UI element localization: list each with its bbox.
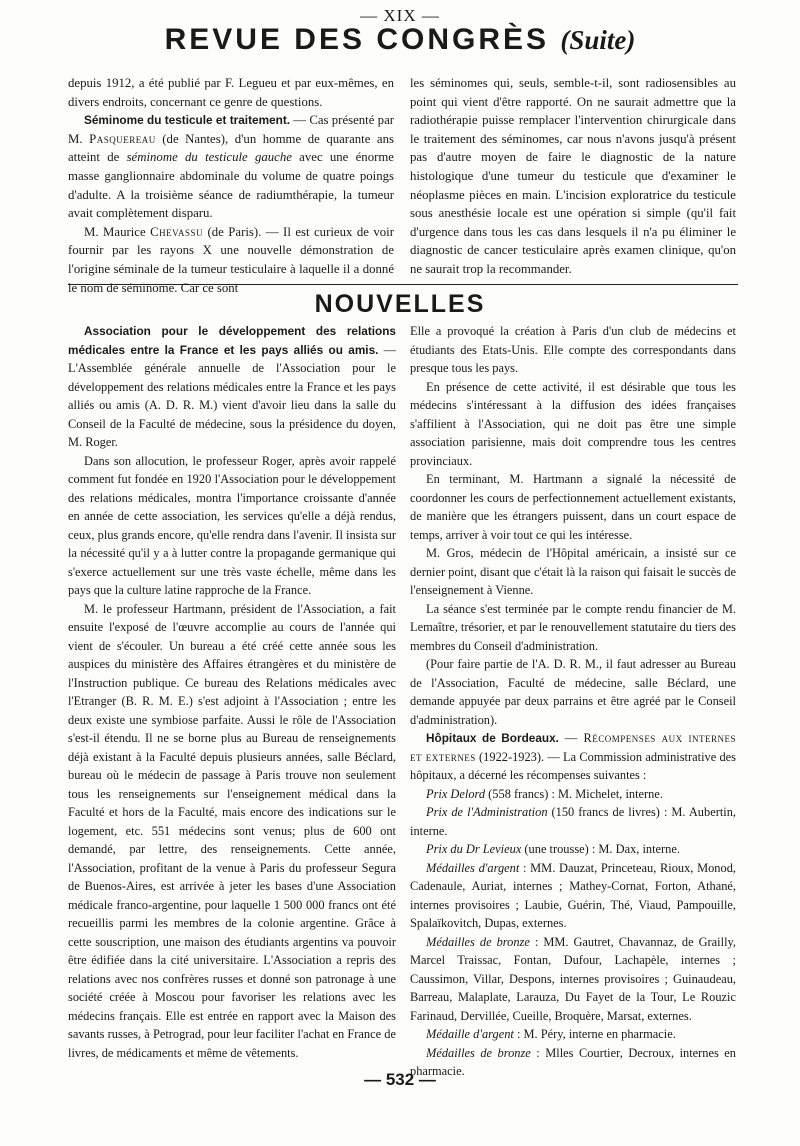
author-pasquereau: Pasquereau <box>89 131 156 146</box>
award-item <box>410 803 736 840</box>
awards-list <box>410 785 736 1081</box>
hartmann-paragraph: M. le professeur Hartmann, président de l'Association, a fait ensuite l'exposé de l'œuvre accomplie au cours de l'année qui vient de s'écouler. Un bureau a été créé cette année sous les auspices du ministère des Affaires étrangères et du ministère de l'Instruction publique. Ce bureau des Relations médicales avec l'Etranger (B. R. M. E.) s'est adjoint à l'Association ; entre les deux existe une symbiose parfaite. Aussi le rôle de l'Association s'est-il étendu. Il ne se borne plus au Bureau de renseignements déjà existant à la Faculté depuis plusieurs années, salle Béclard, bureau où le médecin de passage à Paris trouve non seulement tous les renseignements sur l'enseignement médical dans la Faculté et hors de la Faculté, mais encore des indications sur le logement, etc. 551 médecins sont venus; plus de 600 ont demandé, par lettre, des renseignements. Cette année, l'Association, profitant de la venue à Paris du professeur Segura de Buenos-Aires, est arrivée à jeter les bases d'une Association médicale franco-argentine, pour laquelle 1 500 000 francs ont été recueillis parmi les membres de la colonie argentine. Grâce à cette souscription, une maison des étudiants argentins va pouvoir être édifiée dans la cité universitaire. L'Association a repris des relations avec nos confrères russes et donné son patronage à une société créée à Moscou pour favoriser les relations avec les médecins français. Elle est entrée en rapport avec la Maison des savants russes, à Petrograd, pour leur faciliter l'achat en France de livres, de médicaments et même de vêtements. <box>68 601 396 1060</box>
top-left-column <box>68 74 394 297</box>
award-item <box>410 859 736 933</box>
author-chevassu: Chevassu <box>150 224 204 239</box>
award-item <box>410 1025 736 1044</box>
bordeaux-paragraph: Hôpitaux de Bordeaux. — Récompenses aux internes et externes (1922-1923). — La Commission administrative des hôpitaux, a décerné les récompenses suivantes : <box>410 731 737 782</box>
award-item <box>410 933 736 1026</box>
award-label: Prix du Dr Levieux <box>426 842 522 856</box>
membership-paragraph: (Pour faire partie de l'A. D. R. M., il faut adresser au Bureau de l'Association, Faculté de médecine, salle Béclard, une demande appuyée par deux parrains et être agréé par le Conseil d'administration). <box>410 657 736 727</box>
award-recipients: : MM. Dauzat, Princeteau, Rioux, Monod, Cadenaule, Auriat, internes ; Mathey-Cornat, Forton, Athané, internes provisoires ; Laubie, Guérin, Thé, Viaud, Pampouille, Spalaïkovitch, Dupas, externes. <box>410 860 736 930</box>
award-label: Prix Delord <box>426 786 486 801</box>
club-paragraph: Elle a provoqué la création à Paris d'un club de médecins et étudiants des Etats-Unis. Elle compte des correspondants dans presque tous les pays. <box>410 324 736 375</box>
roman-folio: — XIX — <box>360 6 440 25</box>
nouvelles-left-column <box>68 322 396 1062</box>
seminome-continued: les séminomes qui, seuls, semble-t-il, sont radiosensibles au point qui vient d'être rapporté. On ne saurait admettre que la radiothérapie puisse remplacer l'intervention chirurgicale dans le traitement des séminomes, car nous n'avons jusqu'à présent pas d'autre moyen de faire le diagnostic de la nature histologique d'une tumeur du testicule que d'examiner le néoplasme pièces en main. L'incision exploratrice du testicule sous anesthésie locale est une opération si simple (qu'il fait d'urgence dans tous les cas dans lesquels il n'a pu éliminer le diagnostic de cancer testiculaire après examen clinique, qu'on ne saurait trop la recommander. <box>410 76 736 276</box>
gros-paragraph: M. Gros, médecin de l'Hôpital américain, a insisté sur ce dernier point, disant que c'était là la raison qui faisait le succès de l'enseignement à Vienne. <box>410 546 736 597</box>
award-recipients: (558 francs) : M. Michelet, interne. <box>485 786 663 801</box>
association-paragraph: Association pour le développement des relations médicales entre la France et les pays alliés ou amis. — L'Assemblée générale annuelle de l'Association pour le développement des relations médicales entre la France et les pays alliés ou amis (A. D. R. M.) vient d'avoir lieu dans la salle du Conseil de la Faculté de médecine, sous la présidence du doyen, M. Roger. <box>68 324 396 449</box>
award-recipients: : MM. Gautret, Chavannaz, de Grailly, Marcel Traissac, Fontan, Dufour, Lachapèle, internes ; Caussimon, Villar, Despons, internes provisoires ; Guinaudeau, Barreau, Malaplate, Larauza, Du Fayet de la Tour, Le Rouzic Farinaud, Dervillée, Cueille, Broquère, Marsat, externes. <box>410 934 736 1023</box>
seminome-heading: Séminome du testicule et traitement. <box>84 113 291 128</box>
nouvelles-right-column <box>410 322 736 1081</box>
running-head-title: REVUE DES CONGRÈS <box>164 23 550 56</box>
award-item <box>410 840 736 859</box>
award-label: Médaille d'argent <box>426 1027 514 1041</box>
association-heading: Association pour le développement des relations médicales entre la France et les pays alliés ou amis. <box>68 324 396 357</box>
award-label: Médailles d'argent <box>426 860 520 875</box>
running-head-suffix: (Suite) <box>560 25 636 55</box>
page-number: — 532 — <box>364 1070 436 1089</box>
running-head <box>0 24 800 56</box>
award-item <box>410 785 736 804</box>
coordination-paragraph: En terminant, M. Hartmann a signalé la nécessité de coordonner les cours de perfectionnement actuellement existants, de manière que les étrangers puissent, dans un court espace de temps, arriver à voir tout ce qui les intéresse. <box>410 472 736 542</box>
award-recipients: : M. Péry, interne en pharmacie. <box>513 1027 676 1041</box>
top-right-column <box>410 74 736 279</box>
award-recipients: : Mlles Courtier, Decroux, internes en pharmacie. <box>410 1045 736 1078</box>
seance-paragraph: La séance s'est terminée par le compte rendu financier de M. Lemaître, trésorier, et par le renouvellement statutaire du tiers des membres du Conseil d'administration. <box>410 601 736 653</box>
paragraph-continued: depuis 1912, a été publié par F. Legueu et par eux-mêmes, en divers endroits, concernant ce genre de questions. <box>68 76 394 109</box>
section-rule <box>68 284 738 285</box>
award-label: Médailles de bronze <box>426 1045 531 1060</box>
award-recipients: (une trousse) : M. Dax, interne. <box>521 842 680 856</box>
award-recipients: (150 francs de livres) : M. Aubertin, interne. <box>410 805 736 838</box>
section-title-nouvelles: NOUVELLES <box>314 290 486 318</box>
seminome-paragraph: Séminome du testicule et traitement. — Cas présenté par M. Pasquereau (de Nantes), d'un homme de quarante ans atteint de séminome du testicule gauche avec une énorme masse ganglionnaire abdominale du volume de quatre poings d'adulte. A la troisième séance de radiumthérapie, la tumeur avait complètement disparu. <box>68 113 395 221</box>
roger-paragraph: Dans son allocution, le professeur Roger, après avoir rappelé comment fut fondée en 1920 l'Association pour le développement des relations médicales, montra l'importance croissante d'année en année de cette association, les services qu'elle a déjà rendus, ceux, plus grands encore, qu'elle rendra dans l'avenir. Il insista sur la nécessité qu'il y a à lutter contre la propagande germanique qui s'exerce actuellement sur une très vaste échelle, même dans les pays que la culture latine rapproche de la France. <box>68 453 396 597</box>
affiliation-paragraph: En présence de cette activité, il est désirable que tous les médecins s'intéressant à la diffusion des idées françaises s'affilient à l'Association, qui ne doit pas être une simple association parisienne, mais doit comprendre tous les centres provinciaux. <box>410 379 736 468</box>
award-label: Médailles de bronze <box>426 934 530 949</box>
chevassu-paragraph: M. Maurice Chevassu (de Paris). — Il est curieux de voir fournir par les rayons X une nouvelle démonstration de l'origine séminale de la tumeur testiculaire à laquelle il a donné le nom de séminome. Car ce sont <box>68 224 394 295</box>
bordeaux-heading: Hôpitaux de Bordeaux. <box>426 731 559 745</box>
award-label: Prix de l'Administration <box>426 805 548 819</box>
